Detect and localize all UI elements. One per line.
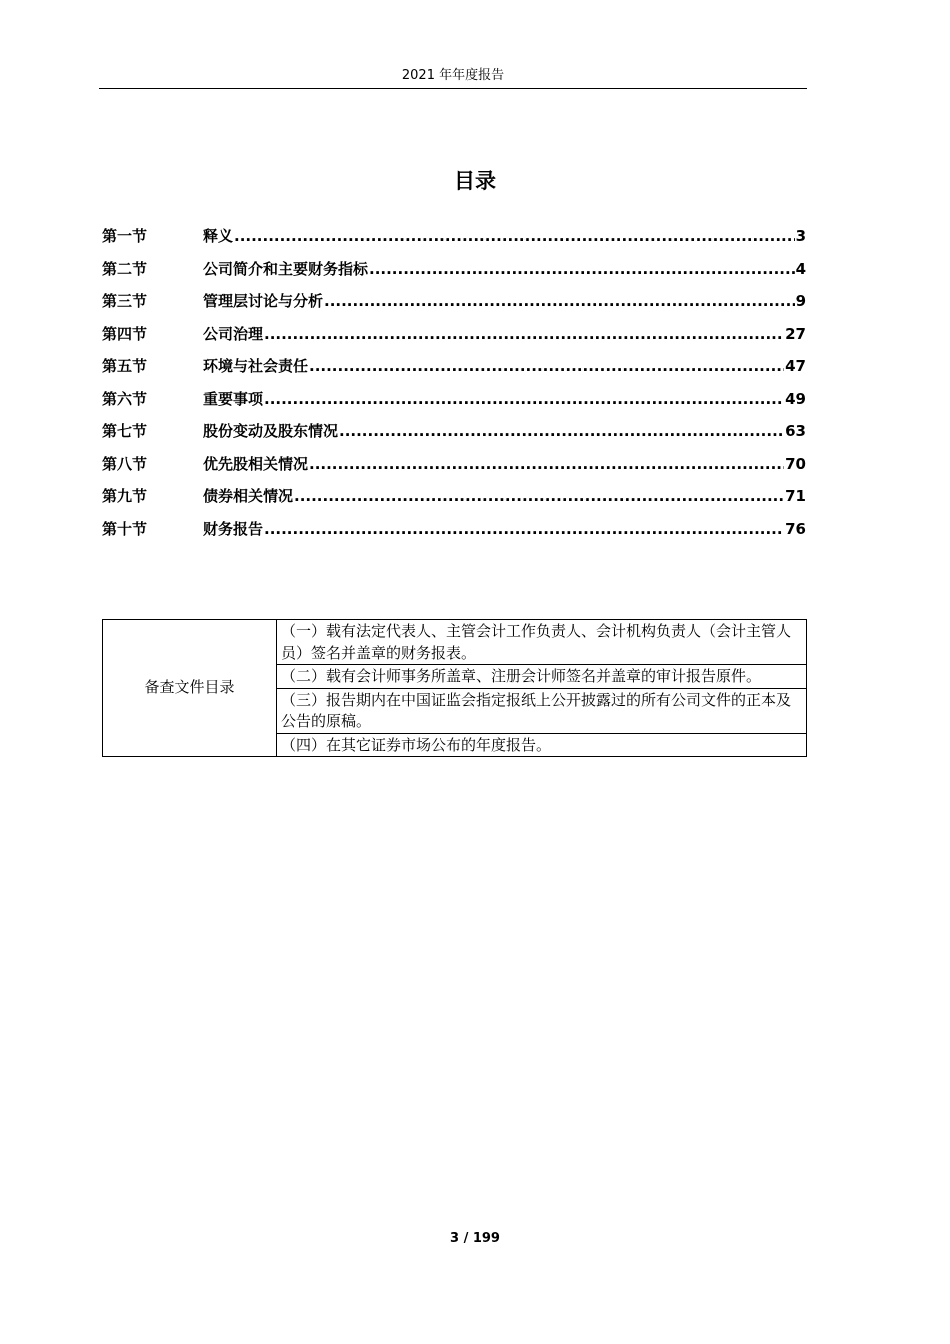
reference-document-item: （一）载有法定代表人、主管会计工作负责人、会计机构负责人（会计主管人员）签名并盖章的财务报表。 [277, 620, 807, 665]
toc-entry-4[interactable] [102, 318, 806, 351]
reference-documents-label: 备查文件目录 [103, 620, 277, 757]
toc-entry-5[interactable] [102, 350, 806, 383]
toc-section-number: 第六节 [102, 389, 148, 408]
toc-section-title: 公司简介和主要财务指标 [203, 259, 369, 278]
toc-entry-7[interactable] [102, 415, 806, 448]
toc-entry-8[interactable] [102, 448, 806, 481]
toc-page-number: 27 [785, 324, 806, 343]
reference-documents-table [102, 619, 807, 757]
toc-section-number: 第一节 [102, 227, 148, 245]
toc-section-title: 环境与社会责任 [203, 357, 309, 375]
page-indicator: 3 / 199 [450, 1231, 500, 1246]
toc-section-title: 债券相关情况 [203, 487, 294, 505]
toc-page-number: 70 [785, 454, 806, 473]
header-title: 2021 年年度报告 [401, 68, 505, 83]
page-footer [0, 1229, 950, 1249]
toc-section-title: 释义 [203, 227, 234, 245]
toc-page-number: 9 [795, 292, 806, 310]
toc-section-number: 第八节 [102, 454, 148, 473]
toc-entry-9[interactable] [102, 480, 806, 513]
toc-section-title: 重要事项 [203, 389, 264, 408]
toc-entry-6[interactable] [102, 383, 806, 416]
toc-page-number: 76 [785, 519, 806, 538]
toc-page-number: 4 [795, 259, 806, 278]
toc-section-number: 第五节 [102, 357, 148, 375]
toc-leader-dots [309, 350, 784, 383]
toc-section-title: 股份变动及股东情况 [203, 422, 339, 440]
table-of-contents [102, 220, 806, 545]
toc-leader-dots [234, 220, 795, 253]
toc-section-number: 第四节 [102, 324, 148, 343]
toc-section-number: 第七节 [102, 422, 148, 440]
toc-section-number: 第九节 [102, 487, 148, 505]
toc-entry-3[interactable] [102, 285, 806, 318]
toc-entry-10[interactable] [102, 513, 806, 546]
toc-section-title: 公司治理 [203, 324, 264, 343]
toc-entry-2[interactable] [102, 253, 806, 286]
toc-leader-dots [264, 318, 784, 351]
toc-page-number: 63 [785, 422, 806, 440]
toc-page-number: 47 [785, 357, 806, 375]
toc-leader-dots [294, 480, 784, 513]
toc-section-number: 第二节 [102, 259, 148, 278]
toc-section-title: 财务报告 [203, 519, 264, 538]
toc-leader-dots [339, 415, 784, 448]
toc-leader-dots [309, 448, 784, 481]
toc-page-number: 49 [785, 389, 806, 408]
page-header [99, 66, 807, 89]
table-row [103, 620, 807, 665]
toc-section-number: 第三节 [102, 292, 148, 310]
reference-document-item: （二）载有会计师事务所盖章、注册会计师签名并盖章的审计报告原件。 [277, 665, 807, 689]
toc-section-number: 第十节 [102, 519, 148, 538]
toc-page-number: 3 [795, 227, 806, 245]
toc-leader-dots [369, 253, 795, 286]
reference-document-item: （三）报告期内在中国证监会指定报纸上公开披露过的所有公司文件的正本及公告的原稿。 [277, 688, 807, 733]
reference-document-item: （四）在其它证券市场公布的年度报告。 [277, 733, 807, 757]
toc-page-number: 71 [785, 487, 806, 505]
toc-section-title: 管理层讨论与分析 [203, 292, 324, 310]
toc-section-title: 优先股相关情况 [203, 454, 309, 473]
toc-leader-dots [264, 513, 784, 546]
toc-entry-1[interactable] [102, 220, 806, 253]
toc-leader-dots [264, 383, 784, 416]
toc-leader-dots [324, 285, 795, 318]
toc-heading: 目录 [454, 169, 496, 193]
